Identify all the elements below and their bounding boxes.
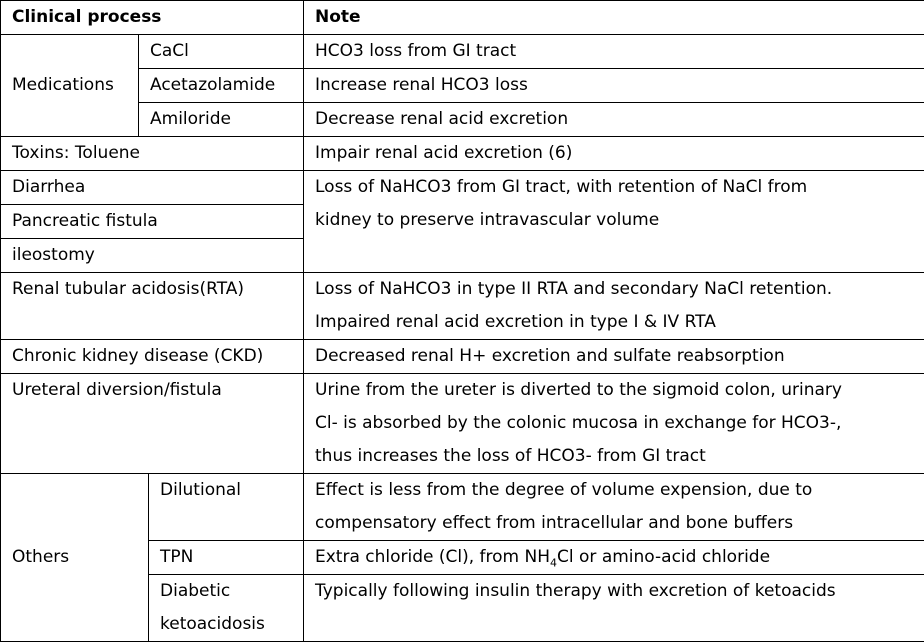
rta-note-line: Impaired renal acid excretion in type I & IV RTA <box>315 306 924 339</box>
table-row <box>1 374 924 474</box>
dka-note: Typically following insulin therapy with excretion of ketoacids <box>304 575 924 642</box>
gi-loss-note-line: kidney to preserve intravascular volume <box>315 204 924 237</box>
tpn-note-sub: 4 <box>550 556 557 569</box>
dilutional-note-line: compensatory effect from intracellular and bone buffers <box>315 507 924 540</box>
header-clinical-process: Clinical process <box>1 1 304 35</box>
rta-label: Renal tubular acidosis(RTA) <box>1 273 304 340</box>
table-row <box>1 474 924 541</box>
table-row <box>1 103 924 137</box>
toxins-label: Toxins: Toluene <box>1 137 304 171</box>
medication-amiloride-note: Decrease renal acid excretion <box>304 103 924 137</box>
medications-group-label: Medications <box>1 35 139 137</box>
ileostomy-label: ileostomy <box>1 239 304 273</box>
dka-label-line: ketoacidosis <box>160 608 303 641</box>
gi-loss-note-line: Loss of NaHCO3 from GI tract, with retention of NaCl from <box>315 171 924 204</box>
dilutional-label: Dilutional <box>149 474 304 541</box>
ckd-label: Chronic kidney disease (CKD) <box>1 340 304 374</box>
table-row <box>1 340 924 374</box>
medication-amiloride: Amiloride <box>139 103 304 137</box>
table-row <box>1 69 924 103</box>
header-note: Note <box>304 1 924 35</box>
dka-label <box>149 575 304 642</box>
medication-acetazolamide: Acetazolamide <box>139 69 304 103</box>
ureteral-label: Ureteral diversion/fistula <box>1 374 304 474</box>
table-row <box>1 273 924 340</box>
toxins-note: Impair renal acid excretion (6) <box>304 137 924 171</box>
medication-cacl: CaCl <box>139 35 304 69</box>
others-group-label: Others <box>1 474 149 642</box>
ureteral-note <box>304 374 924 474</box>
table-row <box>1 137 924 171</box>
ckd-note: Decreased renal H+ excretion and sulfate reabsorption <box>304 340 924 374</box>
ureteral-note-line: Cl- is absorbed by the colonic mucosa in exchange for HCO3-, <box>315 407 924 440</box>
ureteral-note-line: thus increases the loss of HCO3- from GI tract <box>315 440 924 473</box>
medication-cacl-note: HCO3 loss from GI tract <box>304 35 924 69</box>
dka-label-line: Diabetic <box>160 575 303 608</box>
rta-note-line: Loss of NaHCO3 in type II RTA and secondary NaCl retention. <box>315 273 924 306</box>
rta-note <box>304 273 924 340</box>
dilutional-note <box>304 474 924 541</box>
gi-loss-note <box>304 171 924 273</box>
pancreatic-fistula-label: Pancreatic fistula <box>1 205 304 239</box>
tpn-label: TPN <box>149 541 304 575</box>
tpn-note-post: Cl or amino-acid chloride <box>557 547 770 567</box>
medication-acetazolamide-note: Increase renal HCO3 loss <box>304 69 924 103</box>
tpn-note-pre: Extra chloride (Cl), from NH <box>315 547 550 567</box>
tpn-note <box>304 541 924 575</box>
table-row <box>1 35 924 69</box>
ureteral-note-line: Urine from the ureter is diverted to the sigmoid colon, urinary <box>315 374 924 407</box>
table-header-row <box>1 1 924 35</box>
table-row <box>1 171 924 205</box>
dilutional-note-line: Effect is less from the degree of volume expension, due to <box>315 474 924 507</box>
diarrhea-label: Diarrhea <box>1 171 304 205</box>
